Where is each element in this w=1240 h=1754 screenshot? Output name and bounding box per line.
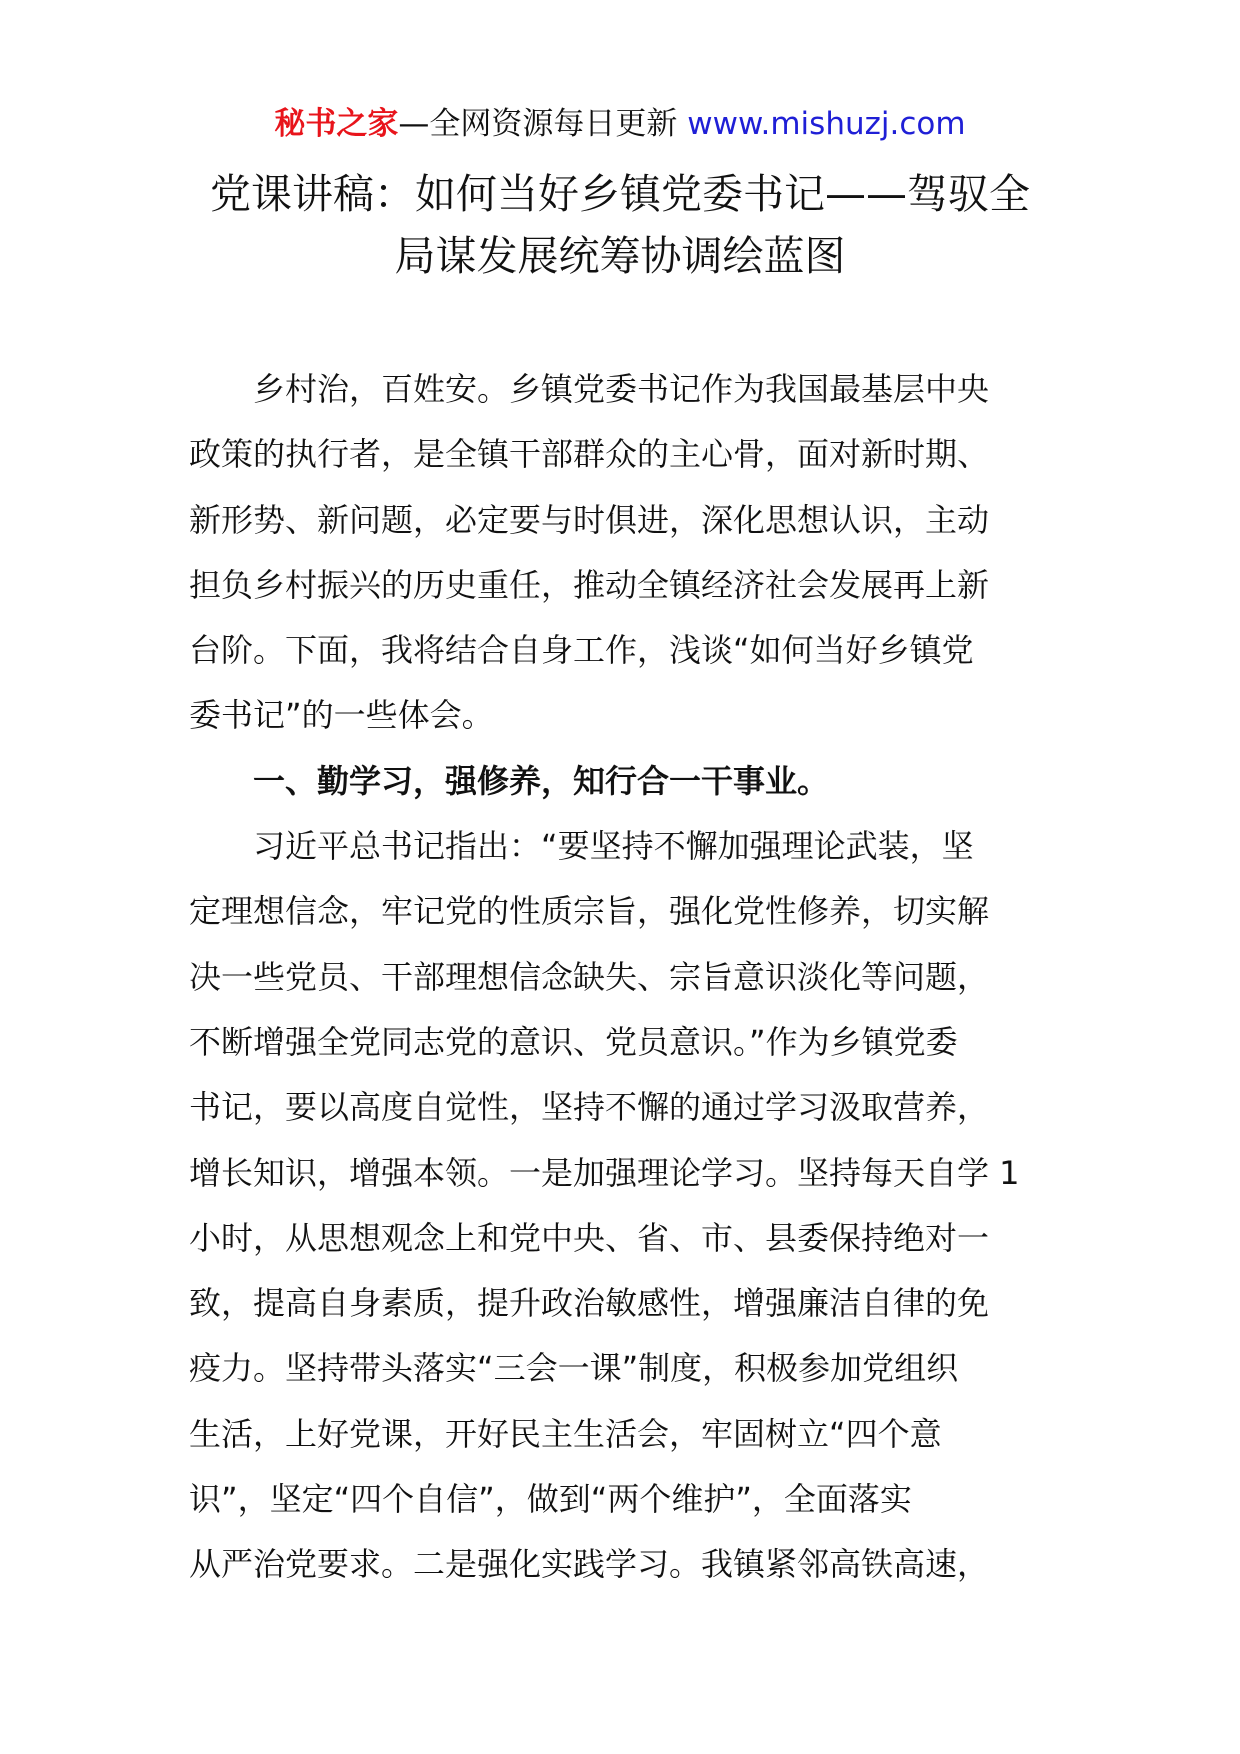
section-heading-1	[189, 749, 1061, 814]
text-line: 不断增强全党同志党的意识、党员意识。”作为乡镇党委	[189, 1022, 958, 1061]
text-line: 定理想信念，牢记党的性质宗旨，强化党性修养，切实解	[189, 892, 990, 931]
text-line: 新形势、新问题，必定要与时俱进，深化思想认识，主动	[189, 500, 990, 539]
document-title	[190, 163, 1050, 287]
site-header	[0, 102, 1240, 146]
text-line: 识”，坚定“四个自信”，做到“两个维护”，全面落实	[189, 1480, 912, 1519]
text-line: 担负乡村振兴的历史重任，推动全镇经济社会发展再上新	[189, 565, 990, 604]
text-line: 从严治党要求。二是强化实践学习。我镇紧邻高铁高速，	[189, 1545, 990, 1584]
text-line: 习近平总书记指出：“要坚持不懈加强理论武装，坚	[253, 827, 974, 866]
header-tagline: —全网资源每日更新	[398, 106, 688, 142]
title-line-1: 党课讲稿：如何当好乡镇党委书记——驾驭全	[210, 170, 1030, 218]
site-url-link[interactable]: www.mishuzj.com	[687, 106, 966, 142]
text-line: 政策的执行者，是全镇干部群众的主心骨，面对新时期、	[189, 435, 990, 474]
text-line: 生活，上好党课，开好民主生活会，牢固树立“四个意	[189, 1414, 942, 1453]
text-line: 书记，要以高度自觉性，坚持不懈的通过学习汲取营养，	[189, 1088, 990, 1127]
text-line: 台阶。下面，我将结合自身工作，浅谈“如何当好乡镇党	[189, 631, 974, 670]
text-line: 决一些党员、干部理想信念缺失、宗旨意识淡化等问题，	[189, 957, 990, 996]
document-body	[189, 357, 1061, 1598]
text-line: 乡村治，百姓安。乡镇党委书记作为我国最基层中央	[253, 370, 990, 408]
paragraph-intro	[189, 357, 1061, 749]
title-line-2: 局谋发展统筹协调绘蓝图	[394, 232, 846, 280]
text-line: 小时，从思想观念上和党中央、省、市、县委保持绝对一	[189, 1218, 990, 1257]
brand-name: 秘书之家	[274, 106, 399, 142]
paragraph-section-1	[189, 814, 1061, 1598]
heading-text: 一、勤学习，强修养，知行合一干事业。	[253, 761, 830, 800]
text-line: 疫力。坚持带头落实“三会一课”制度，积极参加党组织	[189, 1349, 959, 1388]
text-line: 委书记”的一些体会。	[189, 696, 494, 735]
text-line: 致，提高自身素质，提升政治敏感性，增强廉洁自律的免	[189, 1284, 990, 1323]
text-line: 增长知识，增强本领。一是加强理论学习。坚持每天自学 1	[189, 1153, 1020, 1192]
